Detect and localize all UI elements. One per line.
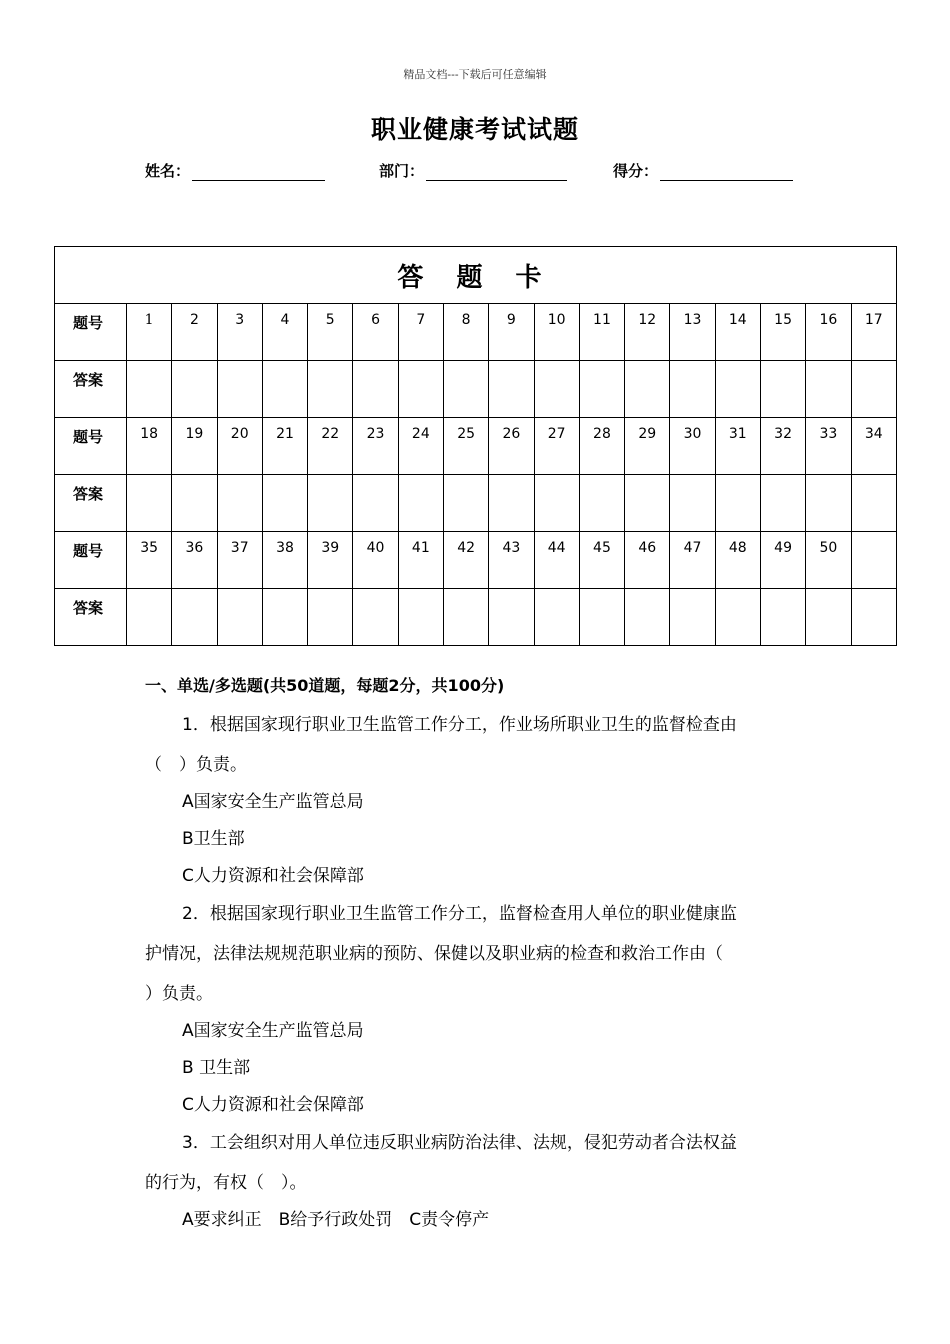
answer-cell[interactable] xyxy=(579,361,624,418)
question-number-cell: 6 xyxy=(353,304,398,361)
question-number-cell: 34 xyxy=(851,418,896,475)
question-number-cell: 14 xyxy=(715,304,760,361)
answer-row xyxy=(55,589,897,646)
question-number-cell: 44 xyxy=(534,532,579,589)
answer-option: A要求纠正 B给予行政处罚 C责令停产 xyxy=(182,1210,490,1230)
answer-cell[interactable] xyxy=(489,475,534,532)
answer-cell[interactable] xyxy=(579,589,624,646)
answer-card-title: 答 题 卡 xyxy=(55,247,897,304)
answer-cell[interactable] xyxy=(398,475,443,532)
page-title: 职业健康考试试题 xyxy=(370,115,579,144)
section-heading: 一、单选/多选题(共50道题，每题2分，共100分) xyxy=(145,676,505,695)
answer-cell[interactable] xyxy=(760,475,805,532)
answer-cell[interactable] xyxy=(262,475,307,532)
answer-cell[interactable] xyxy=(534,475,579,532)
answer-cell[interactable] xyxy=(308,361,353,418)
question-number-cell: 12 xyxy=(625,304,670,361)
answer-cell[interactable] xyxy=(443,361,488,418)
question-number-cell: 7 xyxy=(398,304,443,361)
question-number-cell: 2 xyxy=(172,304,217,361)
answer-cell[interactable] xyxy=(670,475,715,532)
department-field[interactable] xyxy=(379,160,567,181)
question-number-cell: 16 xyxy=(806,304,851,361)
question-number-cell: 15 xyxy=(760,304,805,361)
answer-cell[interactable] xyxy=(625,589,670,646)
question-text-line: 1．根据国家现行职业卫生监管工作分工，作业场所职业卫生的监督检查由 xyxy=(182,715,737,735)
answer-cell[interactable] xyxy=(172,589,217,646)
answer-cell[interactable] xyxy=(127,361,172,418)
question-number-cell: 1 xyxy=(127,304,172,361)
name-label: 姓名： xyxy=(145,162,191,180)
answer-cell[interactable] xyxy=(760,589,805,646)
answer-cell[interactable] xyxy=(534,361,579,418)
question-number-label: 题号 xyxy=(55,532,127,589)
answer-cell[interactable] xyxy=(443,589,488,646)
question-number-cell: 45 xyxy=(579,532,624,589)
question-number-cell: 8 xyxy=(443,304,488,361)
question-number-cell: 33 xyxy=(806,418,851,475)
question-text-line: ）负责。 xyxy=(145,984,213,1004)
answer-card-table xyxy=(54,246,897,646)
question-number-cell: 23 xyxy=(353,418,398,475)
question-number-cell: 25 xyxy=(443,418,488,475)
question-text-line: 2．根据国家现行职业卫生监管工作分工，监督检查用人单位的职业健康监 xyxy=(182,904,737,924)
question-number-cell: 48 xyxy=(715,532,760,589)
answer-cell[interactable] xyxy=(806,475,851,532)
answer-option: A国家安全生产监管总局 xyxy=(182,1021,364,1041)
answer-cell[interactable] xyxy=(262,589,307,646)
question-text-line: 3．工会组织对用人单位违反职业病防治法律、法规，侵犯劳动者合法权益 xyxy=(182,1133,737,1153)
question-number-label: 题号 xyxy=(55,304,127,361)
score-field[interactable] xyxy=(613,160,793,181)
answer-cell[interactable] xyxy=(489,589,534,646)
score-blank[interactable] xyxy=(660,164,793,181)
question-number-cell: 40 xyxy=(353,532,398,589)
answer-cell[interactable] xyxy=(398,589,443,646)
question-number-cell: 50 xyxy=(806,532,851,589)
question-number-cell: 35 xyxy=(127,532,172,589)
answer-option: A国家安全生产监管总局 xyxy=(182,792,364,812)
question-number-cell: 11 xyxy=(579,304,624,361)
score-label: 得分： xyxy=(613,162,659,180)
question-number-cell: 39 xyxy=(308,532,353,589)
answer-cell[interactable] xyxy=(806,589,851,646)
answer-cell[interactable] xyxy=(851,475,896,532)
answer-option: B 卫生部 xyxy=(182,1058,251,1078)
answer-cell[interactable] xyxy=(262,361,307,418)
answer-cell[interactable] xyxy=(760,361,805,418)
question-number-cell: 49 xyxy=(760,532,805,589)
answer-cell[interactable] xyxy=(217,475,262,532)
answer-cell[interactable] xyxy=(806,361,851,418)
answer-label: 答案 xyxy=(55,361,127,418)
question-number-cell: 17 xyxy=(851,304,896,361)
question-number-cell: 18 xyxy=(127,418,172,475)
answer-cell[interactable] xyxy=(534,589,579,646)
answer-cell[interactable] xyxy=(172,361,217,418)
question-text-line: 护情况，法律法规规范职业病的预防、保健以及职业病的检查和救治工作由（ xyxy=(145,944,723,964)
info-fields xyxy=(0,160,950,184)
answer-cell[interactable] xyxy=(715,589,760,646)
question-number-cell: 9 xyxy=(489,304,534,361)
question-number-cell: 4 xyxy=(262,304,307,361)
question-number-cell xyxy=(851,532,896,589)
question-number-cell: 27 xyxy=(534,418,579,475)
answer-label: 答案 xyxy=(55,475,127,532)
question-number-cell: 19 xyxy=(172,418,217,475)
question-number-cell: 38 xyxy=(262,532,307,589)
answer-cell[interactable] xyxy=(217,589,262,646)
question-number-row xyxy=(55,532,897,589)
question-number-cell: 29 xyxy=(625,418,670,475)
question-number-cell: 13 xyxy=(670,304,715,361)
question-number-cell: 10 xyxy=(534,304,579,361)
answer-cell[interactable] xyxy=(353,589,398,646)
answer-cell[interactable] xyxy=(172,475,217,532)
question-number-row xyxy=(55,418,897,475)
question-number-cell: 26 xyxy=(489,418,534,475)
answer-option: B卫生部 xyxy=(182,829,245,849)
answer-cell[interactable] xyxy=(398,361,443,418)
answer-row xyxy=(55,361,897,418)
answer-cell[interactable] xyxy=(579,475,624,532)
question-number-cell: 42 xyxy=(443,532,488,589)
question-number-cell: 36 xyxy=(172,532,217,589)
question-number-cell: 22 xyxy=(308,418,353,475)
answer-cell[interactable] xyxy=(308,589,353,646)
question-number-cell: 32 xyxy=(760,418,805,475)
answer-cell[interactable] xyxy=(851,589,896,646)
question-number-label: 题号 xyxy=(55,418,127,475)
department-label: 部门： xyxy=(379,162,425,180)
answer-cell[interactable] xyxy=(217,361,262,418)
name-blank[interactable] xyxy=(192,164,325,181)
answer-cell[interactable] xyxy=(715,361,760,418)
question-number-cell: 5 xyxy=(308,304,353,361)
question-number-cell: 31 xyxy=(715,418,760,475)
answer-cell[interactable] xyxy=(851,361,896,418)
question-number-cell: 24 xyxy=(398,418,443,475)
answer-row xyxy=(55,475,897,532)
question-number-cell: 3 xyxy=(217,304,262,361)
answer-cell[interactable] xyxy=(625,475,670,532)
question-number-cell: 21 xyxy=(262,418,307,475)
question-number-cell: 37 xyxy=(217,532,262,589)
answer-option: C人力资源和社会保障部 xyxy=(182,1095,364,1115)
answer-cell[interactable] xyxy=(489,361,534,418)
question-text-line: 的行为，有权（ ）。 xyxy=(145,1173,307,1193)
question-number-cell: 20 xyxy=(217,418,262,475)
question-number-cell: 47 xyxy=(670,532,715,589)
question-number-cell: 43 xyxy=(489,532,534,589)
answer-cell[interactable] xyxy=(353,475,398,532)
answer-cell[interactable] xyxy=(127,475,172,532)
question-number-cell: 41 xyxy=(398,532,443,589)
answer-cell[interactable] xyxy=(308,475,353,532)
answer-cell[interactable] xyxy=(715,475,760,532)
answer-cell[interactable] xyxy=(670,361,715,418)
name-field[interactable] xyxy=(145,160,325,181)
answer-cell[interactable] xyxy=(127,589,172,646)
header-watermark: 精品文档---下载后可任意编辑 xyxy=(403,68,547,81)
question-text-line: （ ）负责。 xyxy=(145,755,247,775)
answer-cell[interactable] xyxy=(670,589,715,646)
answer-option: C人力资源和社会保障部 xyxy=(182,866,364,886)
question-number-cell: 30 xyxy=(670,418,715,475)
question-number-cell: 46 xyxy=(625,532,670,589)
answer-cell[interactable] xyxy=(353,361,398,418)
answer-cell[interactable] xyxy=(625,361,670,418)
question-number-row xyxy=(55,304,897,361)
department-blank[interactable] xyxy=(426,164,567,181)
question-number-cell: 28 xyxy=(579,418,624,475)
answer-label: 答案 xyxy=(55,589,127,646)
answer-cell[interactable] xyxy=(443,475,488,532)
